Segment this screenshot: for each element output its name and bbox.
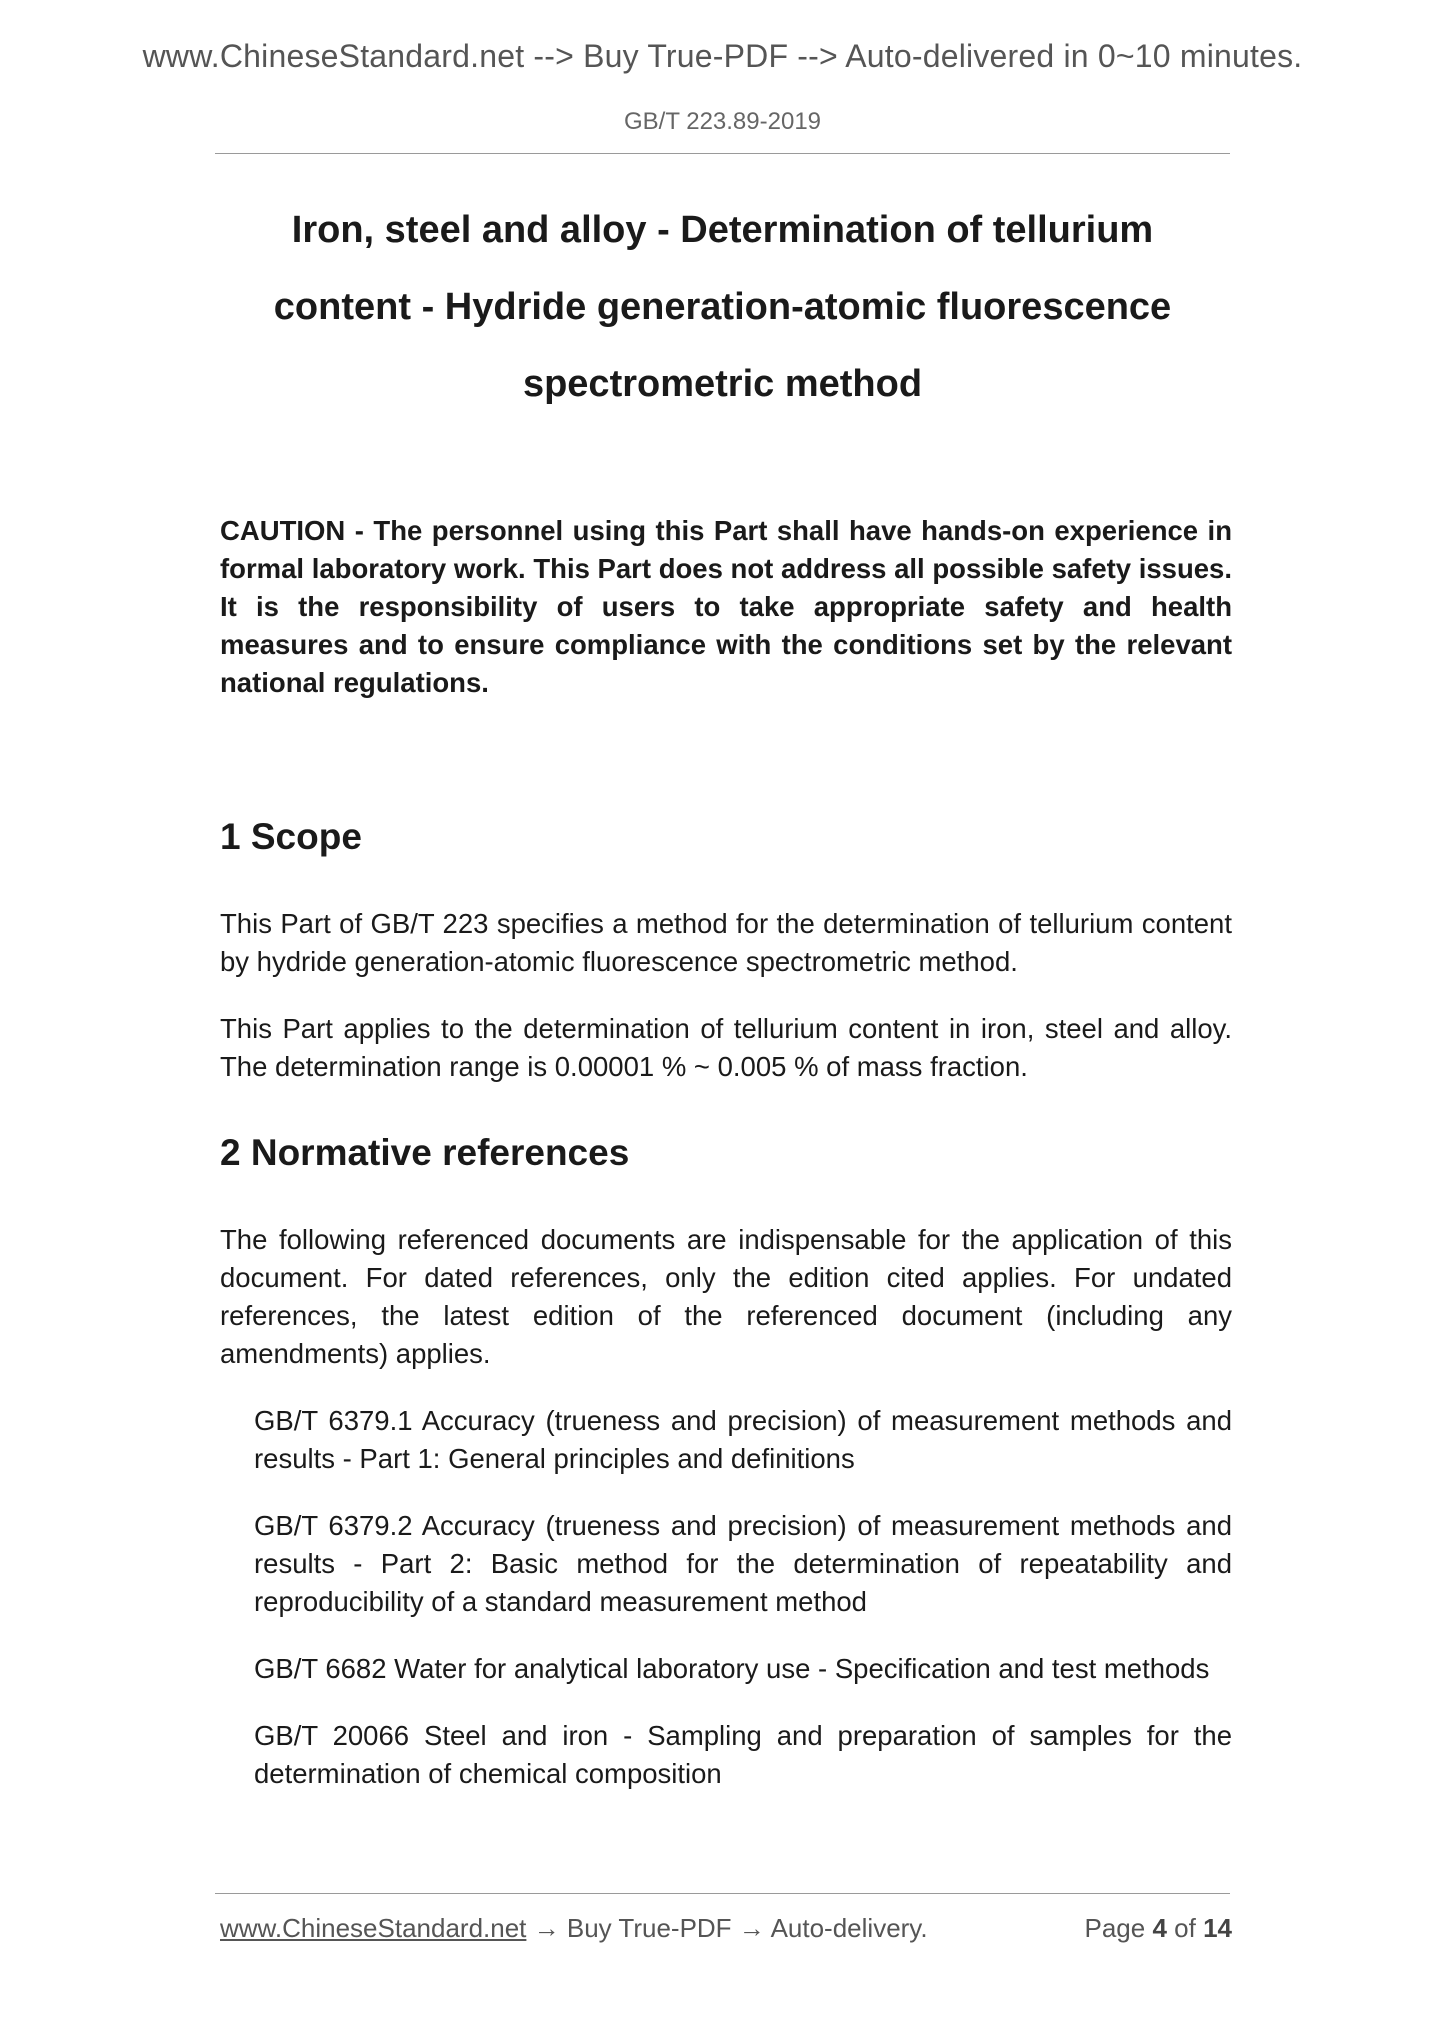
page-indicator (1084, 1913, 1232, 1944)
caution-notice: CAUTION - The personnel using this Part shall have hands-on experience in formal laboratory work. This Part does not address all possible safety issues. It is the responsibility of users to take appropriate safety and health measures and to ensure compliance with the conditions set by the relevant national regulations. (220, 515, 1232, 698)
page-of-label: of (1174, 1913, 1196, 1943)
doc-number: GB/T 223.89-2019 (623, 108, 822, 135)
reference-list (254, 1402, 1232, 1822)
page-label: Page (1084, 1913, 1146, 1943)
section-heading-normative-references: 2 Normative references (220, 1132, 630, 1173)
normative-intro-paragraph: The following referenced documents are indispensable for the application of this document. For dated references, only the edition cited applies. For undated references, the latest edition of the referenced document (including any amendments) applies. (220, 1224, 1232, 1369)
header-banner: www.ChineseStandard.net --> Buy True-PDF --> Auto-delivered in 0~10 minutes. (142, 38, 1303, 74)
scope-paragraph-1: This Part of GB/T 223 specifies a method for the determination of tellurium content by hydride generation-atomic fluorescence spectrometric method. (220, 908, 1232, 977)
page-total: 14 (1203, 1913, 1232, 1943)
footer-promo-text: → Buy True-PDF → Auto-delivery. (526, 1913, 928, 1943)
reference-item: GB/T 6682 Water for analytical laboratory use - Specification and test methods (254, 1653, 1210, 1684)
title-line-3: spectrometric method (522, 363, 923, 405)
footer-site-link[interactable]: www.ChineseStandard.net (220, 1913, 527, 1943)
document-title (230, 192, 1215, 423)
section-heading-scope: 1 Scope (220, 816, 362, 857)
reference-item: GB/T 20066 Steel and iron - Sampling and preparation of samples for the determination of chemical composition (254, 1720, 1232, 1789)
footer-promo (220, 1913, 928, 1944)
reference-item: GB/T 6379.2 Accuracy (trueness and precision) of measurement methods and results - Part 2: Basic method for the determination of repeatability and reproducibility of a standard measurement method (254, 1510, 1232, 1617)
scope-paragraph-2: This Part applies to the determination of tellurium content in iron, steel and alloy. The determination range is 0.00001 % ~ 0.005 % of mass fraction. (220, 1013, 1232, 1082)
page-current: 4 (1152, 1913, 1167, 1943)
title-line-1: Iron, steel and alloy - Determination of tellurium (291, 209, 1154, 251)
header-divider (215, 153, 1230, 154)
footer-divider (215, 1893, 1230, 1894)
title-line-2: content - Hydride generation-atomic fluorescence (273, 286, 1172, 328)
reference-item: GB/T 6379.1 Accuracy (trueness and precision) of measurement methods and results - Part 1: General principles and definitions (254, 1405, 1232, 1474)
